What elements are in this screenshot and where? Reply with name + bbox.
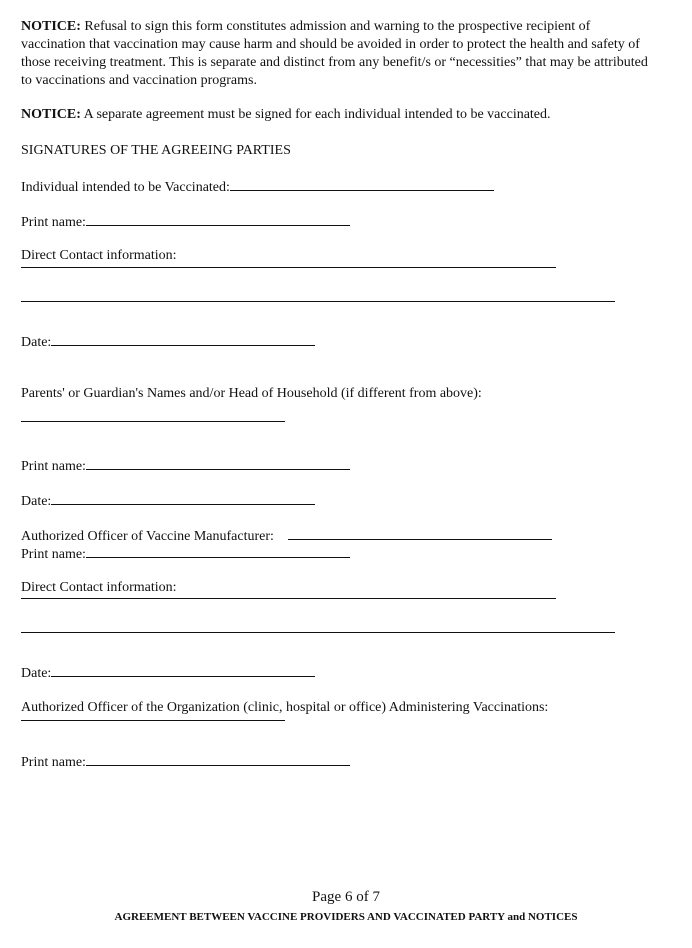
manufacturer-contact-line-2[interactable] <box>21 632 615 633</box>
manufacturer-contact-line-1[interactable] <box>21 598 556 599</box>
notice-label: NOTICE: <box>21 19 81 34</box>
individual-print-name-row <box>21 212 350 232</box>
manufacturer-print-name-line[interactable] <box>86 544 350 558</box>
notice-separate-text: A separate agreement must be signed for each individual intended to be vaccinated. <box>83 107 551 122</box>
guardian-print-name-line[interactable] <box>86 456 350 470</box>
individual-date-row <box>21 332 315 352</box>
notice-label: NOTICE: <box>21 107 81 122</box>
signatures-heading: SIGNATURES OF THE AGREEING PARTIES <box>21 143 291 158</box>
page-number: Page 6 of 7 <box>312 889 380 905</box>
organization-print-name-line[interactable] <box>86 752 350 766</box>
individual-signature-row <box>21 177 494 197</box>
individual-contact-line-1[interactable] <box>21 267 556 268</box>
guardian-date-line[interactable] <box>51 491 315 505</box>
manufacturer-signature-line[interactable] <box>288 526 552 540</box>
manufacturer-contact-label: Direct Contact information: <box>21 580 177 595</box>
manufacturer-date-row <box>21 663 315 683</box>
manufacturer-date-line[interactable] <box>51 663 315 677</box>
individual-contact-label: Direct Contact information: <box>21 248 177 263</box>
organization-label: Authorized Officer of the Organization (clinic, hospital or office) Administering Vaccinations: <box>21 700 549 715</box>
date-label: Date: <box>21 494 52 509</box>
notice-separate-agreement <box>21 106 551 124</box>
print-name-label: Print name: <box>21 547 86 562</box>
date-label: Date: <box>21 335 52 350</box>
notice-refusal-paragraph <box>21 18 681 90</box>
individual-signature-line[interactable] <box>230 177 494 191</box>
notice-text-line-3: those receiving treatment. This is separate and distinct from any benefit/s or “necessities” that may be attributed <box>21 55 648 70</box>
individual-date-line[interactable] <box>51 332 315 346</box>
guardian-print-name-row <box>21 456 350 476</box>
manufacturer-print-name-row <box>21 544 350 564</box>
organization-signature-line[interactable] <box>21 720 285 721</box>
individual-contact-line-2[interactable] <box>21 301 615 302</box>
manufacturer-signature-row <box>21 526 552 546</box>
footer-title: AGREEMENT BETWEEN VACCINE PROVIDERS AND VACCINATED PARTY and NOTICES <box>114 911 578 923</box>
guardian-date-row <box>21 491 315 511</box>
manufacturer-signature-label: Authorized Officer of Vaccine Manufacturer: <box>21 529 274 544</box>
notice-text-line-1: Refusal to sign this form constitutes admission and warning to the prospective recipient of <box>84 19 591 34</box>
notice-text-line-2: vaccination that vaccination may cause harm and should be avoided in order to protect the health and safety of <box>21 37 640 52</box>
notice-text-line-4: to vaccinations and vaccination programs. <box>21 73 257 88</box>
guardian-signature-line[interactable] <box>21 421 285 422</box>
individual-print-name-line[interactable] <box>86 212 350 226</box>
individual-signature-label: Individual intended to be Vaccinated: <box>21 180 230 195</box>
organization-print-name-row <box>21 752 350 772</box>
print-name-label: Print name: <box>21 755 86 770</box>
print-name-label: Print name: <box>21 459 86 474</box>
print-name-label: Print name: <box>21 215 86 230</box>
date-label: Date: <box>21 666 52 681</box>
guardian-label: Parents' or Guardian's Names and/or Head of Household (if different from above): <box>21 386 482 401</box>
